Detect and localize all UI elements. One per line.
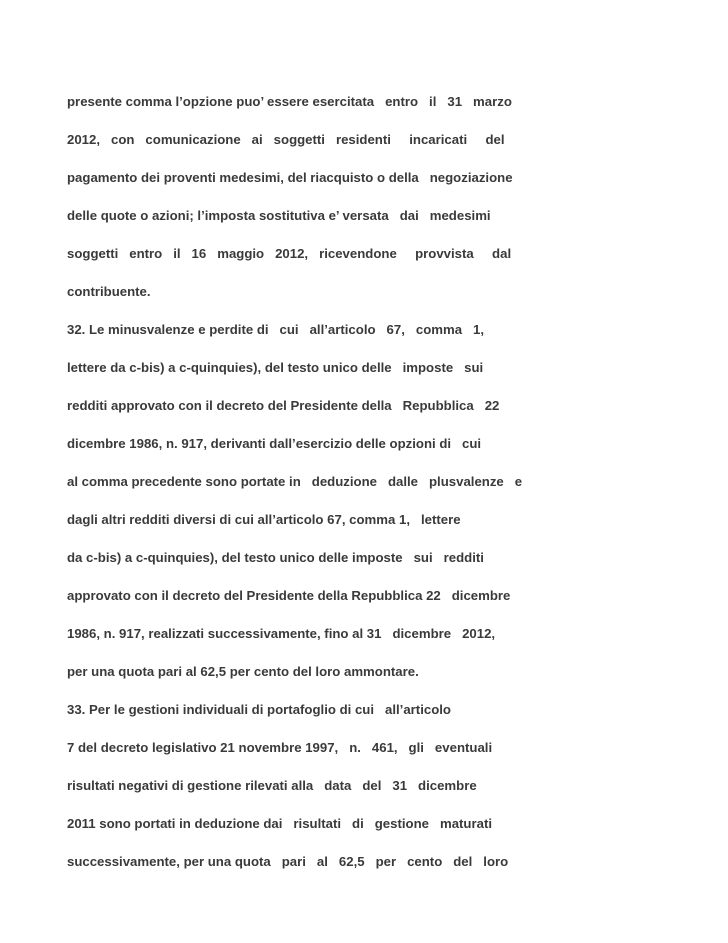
text-line: pagamento dei proventi medesimi, del riacquisto o della negoziazione xyxy=(67,170,513,185)
text-line: lettere da c-bis) a c-quinquies), del testo unico delle imposte sui xyxy=(67,360,484,375)
text-line: soggetti entro il 16 maggio 2012, ricevendone provvista dal xyxy=(67,246,512,261)
text-line: approvato con il decreto del Presidente della Repubblica 22 dicembre xyxy=(67,588,511,603)
text-line: redditi approvato con il decreto del Presidente della Repubblica 22 xyxy=(67,398,500,413)
text-line: 1986, n. 917, realizzati successivamente, fino al 31 dicembre 2012, xyxy=(67,626,496,641)
text-line: dicembre 1986, n. 917, derivanti dall’esercizio delle opzioni di cui xyxy=(67,436,482,451)
text-line: 2011 sono portati in deduzione dai risultati di gestione maturati xyxy=(67,816,492,831)
text-line: 2012, con comunicazione ai soggetti residenti incaricati del xyxy=(67,132,505,147)
text-line: al comma precedente sono portate in deduzione dalle plusvalenze e xyxy=(67,474,523,489)
text-line: contribuente. xyxy=(67,284,151,299)
text-line: presente comma l’opzione puo’ essere esercitata entro il 31 marzo xyxy=(67,94,512,109)
text-line: 7 del decreto legislativo 21 novembre 1997, n. 461, gli eventuali xyxy=(67,740,493,755)
text-line: per una quota pari al 62,5 per cento del loro ammontare. xyxy=(67,664,419,679)
text-line: risultati negativi di gestione rilevati alla data del 31 dicembre xyxy=(67,778,477,793)
text-line: dagli altri redditi diversi di cui all’articolo 67, comma 1, lettere xyxy=(67,512,461,527)
text-line: 32. Le minusvalenze e perdite di cui all’articolo 67, comma 1, xyxy=(67,322,485,337)
text-line: da c-bis) a c-quinquies), del testo unico delle imposte sui redditi xyxy=(67,550,484,565)
document-body xyxy=(67,93,707,891)
text-line: 33. Per le gestioni individuali di portafoglio di cui all’articolo xyxy=(67,702,451,717)
text-line: successivamente, per una quota pari al 62,5 per cento del loro xyxy=(67,854,509,869)
text-line: delle quote o azioni; l’imposta sostitutiva e’ versata dai medesimi xyxy=(67,208,491,223)
